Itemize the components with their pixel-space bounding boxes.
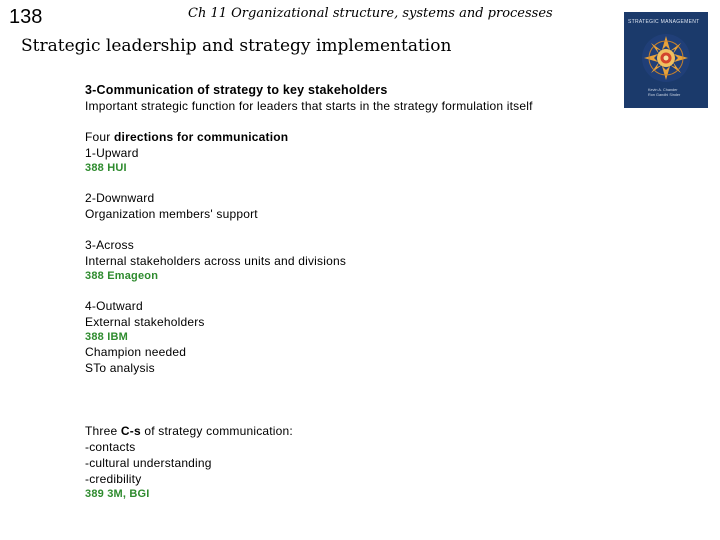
direction-upward-ref: 388 HUI — [85, 162, 127, 174]
section-subheading: Important strategic function for leaders that starts in the strategy formulation itself — [85, 99, 533, 113]
direction-outward-note: Champion needed — [85, 345, 187, 359]
book-cover-authors: Kevin A. Chander Ron Gandhi Sinder — [648, 88, 681, 97]
page-number: 138 — [9, 6, 43, 28]
section-heading: 3-Communication of strategy to key stakeholders — [85, 83, 388, 97]
three-cs-item: -contacts — [85, 440, 136, 454]
three-cs-ref: 389 3M, BGI — [85, 488, 150, 500]
book-cover-title: STRATEGIC MANAGEMENT — [628, 19, 700, 25]
direction-outward-label: 4-Outward — [85, 299, 143, 313]
three-cs-item: -credibility — [85, 472, 142, 486]
direction-across-ref: 388 Emageon — [85, 270, 159, 282]
direction-upward-label: 1-Upward — [85, 146, 139, 160]
direction-outward-ref: 388 IBM — [85, 331, 128, 343]
chapter-title: Ch 11 Organizational structure, systems and processes — [188, 6, 553, 21]
direction-across-label: 3-Across — [85, 238, 134, 252]
slide-content — [85, 82, 605, 501]
direction-outward-detail: External stakeholders — [85, 315, 205, 329]
directions-intro: Four directions for communication — [85, 130, 289, 144]
three-cs-item: -cultural understanding — [85, 456, 212, 470]
direction-downward-detail: Organization members' support — [85, 207, 258, 221]
direction-outward-note: STo analysis — [85, 361, 155, 375]
direction-across-detail: Internal stakeholders across units and divisions — [85, 254, 347, 268]
three-cs-intro: Three C-s of strategy communication: — [85, 424, 293, 438]
book-cover-image — [624, 12, 708, 108]
slide-title: Strategic leadership and strategy implementation — [21, 36, 452, 56]
direction-downward-label: 2-Downward — [85, 191, 155, 205]
